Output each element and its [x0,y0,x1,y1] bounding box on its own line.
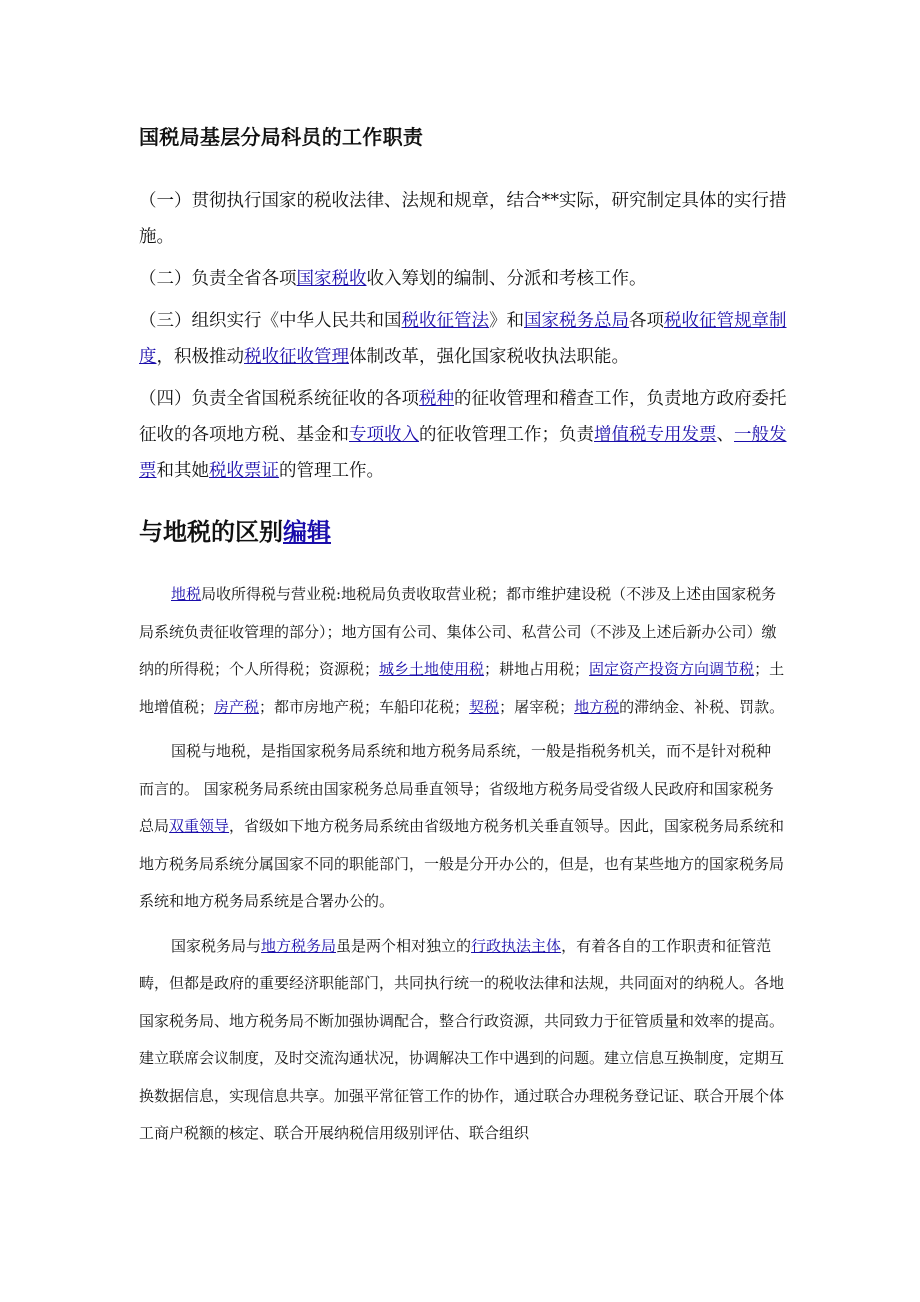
paragraph-text: ；土地增值税； [139,660,785,716]
paragraph-text: ，有着各自的工作职责和征管范畴，但都是政府的重要经济职能部门，共同执行统一的税收法律和法规，共同面对的纳税人。各地国家税务局、地方税务局不断加强协调配合，整合行政资源，共同致力于征管质量和效率的提高。建立联席会议制度，及时交流沟通状况，协调解决工作中遇到的问题。建立信息互换制度，定期互换数据信息，实现信息共享。加强平常征管工作的协作，通过联合办理税务登记证、联合开展个体工商户税额的核定、联合开展纳税信用级别评估、联合组织 [139,936,785,1142]
link-dual-leadership[interactable]: 双重领导 [169,817,230,835]
duty-text: 收入筹划的编制、分派和考核工作。 [366,269,647,289]
duty-item-3 [139,303,789,375]
duty-item-4 [139,381,789,489]
section-heading-text: 与地税的区别 [139,518,283,546]
link-fixed-asset-tax[interactable]: 固定资产投资方向调节税 [589,660,755,678]
duty-text: 的征收管理工作；负责 [419,425,594,445]
duty-text: 和其她 [156,461,209,481]
paragraph-1 [139,576,785,726]
paragraph-text: 国家税务局与 [171,936,262,955]
paragraph-text: ；都市房地产税；车船印花税； [259,697,470,716]
paragraph-text: 虽是两个相对独立的 [336,936,472,955]
edit-link[interactable]: 编辑 [283,518,331,546]
link-tax-admin-law[interactable]: 税收征管法 [401,311,489,331]
duties-list [139,183,789,495]
paragraph-text: 的滞纳金、补税、罚款。 [619,697,785,716]
link-local-tax-2[interactable]: 地方税 [574,697,620,716]
paragraph-text: 国税与地税，是指国家税务局系统和地方税务局系统，一般是指税务机关，而不是针对税种而言的。 国家税务局系统由国家税务总局垂直领导；省级地方税务局受省级人民政府和国家税务总局 [139,742,774,835]
duty-text: 的管理工作。 [279,461,384,481]
link-general-invoice[interactable]: 一般发票 [139,425,787,481]
link-property-tax[interactable]: 房产税 [214,697,260,716]
link-vat-invoice[interactable]: 增值税专用发票 [594,425,717,445]
link-tax-receipt[interactable]: 税收票证 [209,461,279,481]
duty-text: （二）负责全省各项 [139,269,297,289]
section-heading [139,512,331,547]
duty-text: 体制改革，强化国家税收执法职能。 [349,347,629,367]
paragraph-3 [139,928,785,1153]
link-local-tax[interactable]: 地税 [171,585,202,603]
section-body [139,576,785,1160]
link-tax-rules[interactable]: 税收征管规章制度 [139,311,787,367]
duty-text: 、 [716,425,734,445]
link-deed-tax[interactable]: 契税 [469,697,500,716]
duty-text: 的征收管理和稽查工作，负责地方政府委托征收的各项地方税、基金和 [139,389,787,445]
link-local-tax-bureau[interactable]: 地方税务局 [261,936,337,955]
link-urban-land-use-tax[interactable]: 城乡土地使用税 [379,660,485,678]
link-sat[interactable]: 国家税务总局 [524,311,629,331]
duty-item-1 [139,183,789,255]
link-admin-law-subject[interactable]: 行政执法主体 [471,936,562,955]
duty-text: ，积极推动 [156,347,244,367]
link-national-tax[interactable]: 国家税收 [296,269,367,289]
link-tax-type[interactable]: 税种 [419,389,454,409]
paragraph-text: ；耕地占用税； [484,660,590,678]
duty-text: （四）负责全省国税系统征收的各项 [139,389,419,409]
link-special-revenue[interactable]: 专项收入 [349,425,419,445]
link-tax-collection-mgmt[interactable]: 税收征收管理 [244,347,349,367]
duty-text: （三）组织实行《中华人民共和国 [139,311,402,331]
paragraph-text: ；屠宰税； [499,697,575,716]
paragraph-2 [139,733,785,921]
paragraph-text: 局收所得税与营业税:地税局负责收取营业税；都市维护建设税（不涉及上述由国家税务局系统负责征收管理的部分）；地方国有公司、集体公司、私营公司（不涉及上述后新办公司）缴纳的所得税；个人所得税；资源税； [139,585,777,678]
duty-text: 》和 [489,311,524,331]
duty-text: 各项 [629,311,664,331]
duty-item-2 [139,261,789,297]
duty-text: （一）贯彻执行国家的税收法律、法规和规章，结合**实际，研究制定具体的实行措施。 [139,191,787,247]
paragraph-text: ，省级如下地方税务局系统由省级地方税务机关垂直领导。因此，国家税务局系统和地方税务局系统分属国家不同的职能部门，一般是分开办公的，但是，也有某些地方的国家税务局系统和地方税务局系统是合署办公的。 [139,817,785,910]
document-title: 国税局基层分局科员的工作职责 [139,125,424,149]
